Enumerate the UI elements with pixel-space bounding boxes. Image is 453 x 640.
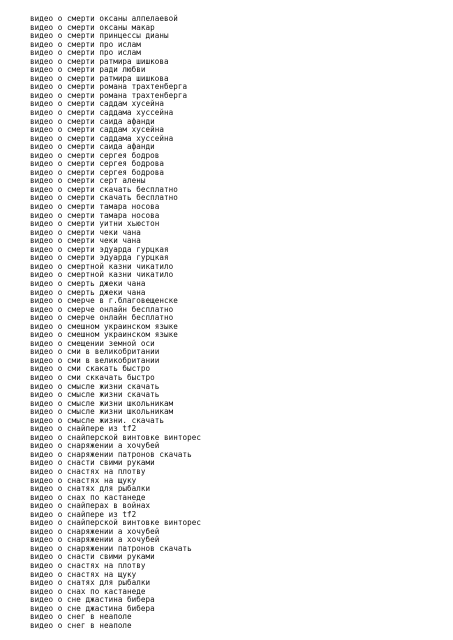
text-line: видео о смерти ради любви (30, 65, 146, 75)
text-line: видео о сне джастина бибера (30, 603, 155, 613)
text-line: видео о снаряжении а хочубей (30, 526, 160, 536)
text-line: видео о снайперах в войнах (30, 501, 151, 511)
text-line: видео о смерти про ислам (30, 48, 141, 58)
text-line: видео о смерти скачать бесплатно (30, 193, 178, 203)
text-line: видео о смерти эдуарда гурцкая (30, 244, 169, 254)
text-line: видео о смертной казни чикатило (30, 270, 174, 280)
text-line: видео о смысле жизни скачать (30, 381, 160, 391)
text-line: видео о снах по кастанеде (30, 586, 146, 596)
text-line: видео о смещении земной оси (30, 338, 155, 348)
text-line: видео о смысле жизни школьникам (30, 398, 174, 408)
text-line: видео о смертной казни чикатило (30, 261, 174, 271)
text-line: видео о снайперской винтовке винторес (30, 432, 202, 442)
text-line: видео о смерти саида афанди (30, 116, 155, 126)
text-line: видео о смешном украинском языке (30, 330, 178, 340)
text-line: видео о смешном украинском языке (30, 321, 178, 331)
text-line: видео о сми в великобритании (30, 355, 160, 365)
text-line: видео о смерти оксаны макар (30, 22, 155, 32)
text-line: видео о снах по кастанеде (30, 492, 146, 502)
text-line: видео о смерти ратмира шишкова (30, 73, 169, 83)
text-line: видео о смерти оксаны алпелаевой (30, 14, 178, 23)
text-line: видео о снастях на щуку (30, 475, 137, 485)
text-line: видео о смерти серт алены (30, 176, 146, 186)
text-line: видео о смысле жизни скачать (30, 390, 160, 400)
text-line: видео о смерти сергея бодрова (30, 167, 165, 177)
text-line: видео о смысле жизни. скачать (30, 415, 165, 425)
text-line: видео о снастях на щуку (30, 569, 137, 579)
text-line: видео о смерти сергея бодрова (30, 159, 165, 169)
text-line: видео о снаряжении а хочубей (30, 441, 160, 451)
text-line: видео о смерти чеки чана (30, 227, 141, 237)
text-line: видео о снатях для рыбалки (30, 484, 151, 494)
text-line: видео о снастях на плотву (30, 561, 146, 570)
text-line: видео о смерче онлайн бесплатно (30, 304, 174, 314)
text-line: видео о смерти чеки чана (30, 236, 141, 246)
text-line: видео о смерти про ислам (30, 39, 141, 49)
text-line: видео о смерти скачать бесплатно (30, 184, 178, 194)
text-line: видео о смерче онлайн бесплатно (30, 313, 174, 323)
text-line: видео о сне джастина бибера (30, 595, 155, 605)
text-line: видео о смерти уитни хьюстон (30, 219, 160, 229)
text-line: видео о сми в великобритании (30, 347, 160, 357)
text-line: видео о снайпере из tf2 (30, 424, 137, 434)
text-line: видео о смерти саддама хуссейна (30, 108, 174, 118)
text-line: видео о снаряжении патронов скачать (30, 543, 192, 553)
text-line: видео о смерть джеки чана (30, 278, 146, 288)
text-line: видео о смерти эдуарда гурцкая (30, 253, 169, 263)
text-line: видео о снаряжении а хочубей (30, 535, 160, 545)
text-line: видео о смерти саддам хусейна (30, 125, 165, 135)
text-line: видео о смерти тамара носова (30, 210, 160, 220)
text-line: видео о снатях для рыбалки (30, 578, 151, 588)
text-line: видео о смерти сергея бодров (30, 150, 160, 160)
text-line: видео о смерти романа трахтенберга (30, 82, 188, 92)
text-line: видео о снайперской винтовке винторес (30, 518, 202, 528)
text-line: видео о смерти саддама хуссейна (30, 133, 174, 143)
text-line: видео о смерти тамара носова (30, 202, 160, 212)
text-line: видео о сми сккачать быстро (30, 372, 155, 382)
text-line: видео о смерти ратмира шишкова (30, 56, 169, 66)
text-line: видео о смерти романа трахтенберга (30, 90, 188, 100)
text-line: видео о снайпере из tf2 (30, 509, 137, 519)
text-line: видео о смерть джеки чана (30, 287, 146, 297)
text-line: видео о смерти саида афанди (30, 142, 155, 152)
text-line: видео о снег в неаполе (30, 620, 132, 630)
text-list (30, 15, 201, 630)
text-line: видео о сми скакать быстро (30, 364, 151, 374)
text-line: видео о смысле жизни школьникам (30, 407, 174, 417)
text-line: видео о снасти свими руками (30, 458, 155, 468)
text-line: видео о смерти саддам хусейна (30, 99, 165, 109)
text-line: видео о снаряжении патронов скачать (30, 449, 192, 459)
text-line: видео о снасти свими руками (30, 552, 155, 562)
text-line: видео о снег в неаполе (30, 612, 132, 622)
text-line: видео о снастях на плотву (30, 466, 146, 476)
text-line: видео о смерче в г.благовещенске (30, 296, 178, 306)
text-line: видео о смерти принцессы дианы (30, 31, 169, 41)
